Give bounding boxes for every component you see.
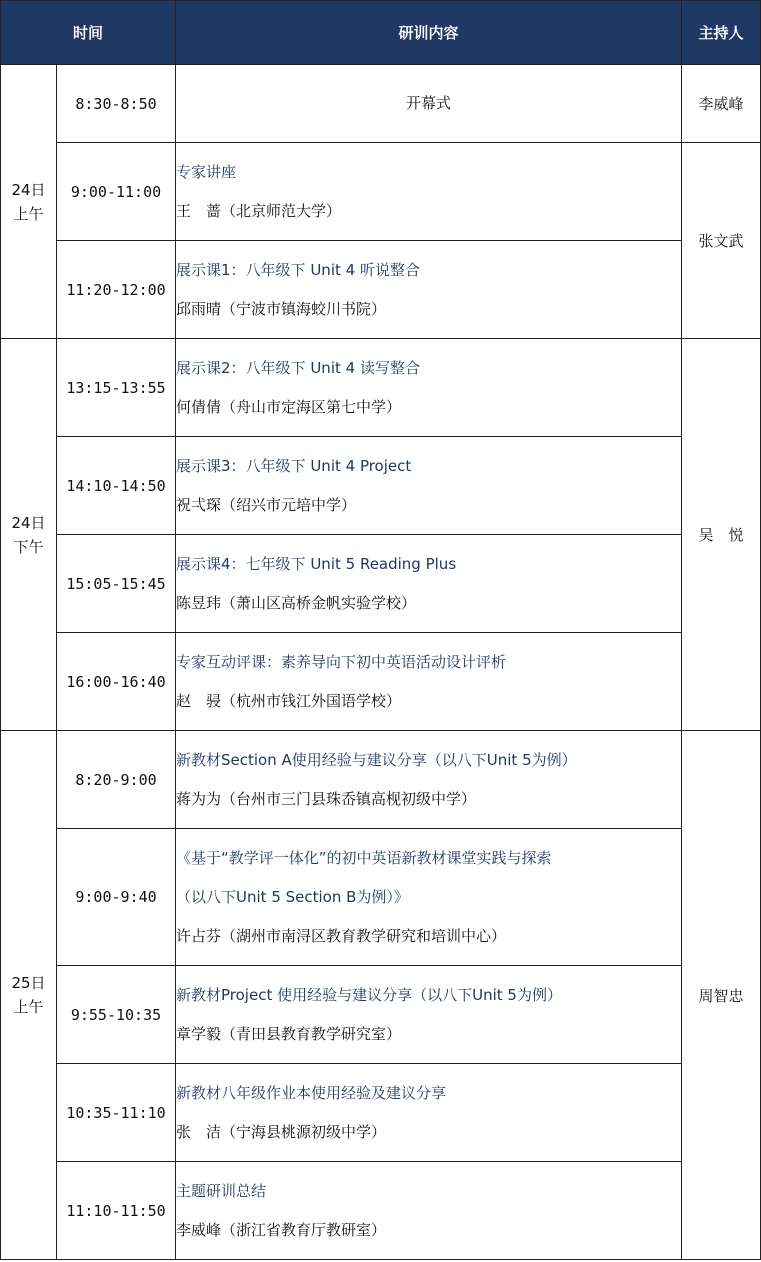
time-cell: 8:20-9:00	[57, 731, 176, 829]
content-title: 新教材Project 使用经验与建议分享（以八下Unit 5为例）	[176, 985, 562, 1004]
host-cell: 周智忠	[682, 731, 761, 1260]
content-title: 《基于“教学评一体化”的初中英语新教材课堂实践与探索	[176, 848, 552, 867]
day-period: 上午	[13, 998, 44, 1016]
content-cell	[176, 1162, 682, 1260]
table-row	[1, 731, 761, 829]
time-cell: 9:00-9:40	[57, 829, 176, 966]
content-title: 展示课4：七年级下 Unit 5 Reading Plus	[176, 554, 457, 573]
content-title: 展示课3：八年级下 Unit 4 Project	[176, 456, 412, 475]
table-row	[1, 241, 761, 339]
table-row	[1, 65, 761, 143]
host-cell: 李威峰	[682, 65, 761, 143]
content-speaker: 王 蔷（北京师范大学）	[176, 201, 342, 220]
content-title: 主题研训总结	[176, 1181, 267, 1200]
table-row	[1, 1162, 761, 1260]
table-row	[1, 633, 761, 731]
table-row	[1, 437, 761, 535]
content-title: 展示课2：八年级下 Unit 4 读写整合	[176, 358, 420, 377]
day-date: 24日	[11, 180, 46, 199]
time-cell: 9:55-10:35	[57, 966, 176, 1064]
time-cell: 15:05-15:45	[57, 535, 176, 633]
time-cell: 14:10-14:50	[57, 437, 176, 535]
header-content: 研训内容	[176, 1, 682, 65]
content-cell	[176, 339, 682, 437]
content-title: 新教材Section A使用经验与建议分享（以八下Unit 5为例）	[176, 750, 577, 769]
time-cell: 11:20-12:00	[57, 241, 176, 339]
day-period: 下午	[13, 537, 44, 556]
host-cell: 吴 悦	[682, 339, 761, 731]
content-title: 新教材八年级作业本使用经验及建议分享	[176, 1083, 447, 1102]
table-row	[1, 143, 761, 241]
table-row	[1, 1064, 761, 1162]
table-row	[1, 339, 761, 437]
time-cell: 8:30-8:50	[57, 65, 176, 143]
time-cell: 11:10-11:50	[57, 1162, 176, 1260]
content-title: 开幕式	[406, 94, 452, 112]
content-cell	[176, 241, 682, 339]
day-period: 上午	[13, 204, 44, 223]
content-speaker: 陈昱玮（萧山区高桥金帆实验学校）	[176, 593, 417, 612]
header-time: 时间	[1, 1, 176, 65]
day-cell	[1, 65, 57, 339]
content-title: 展示课1：八年级下 Unit 4 听说整合	[176, 260, 420, 279]
content-cell	[176, 65, 682, 143]
day-date: 25日	[11, 974, 46, 992]
content-speaker: 何倩倩（舟山市定海区第七中学）	[176, 397, 402, 416]
content-cell	[176, 633, 682, 731]
content-speaker: 许占芬（湖州市南浔区教育教学研究和培训中心）	[176, 926, 507, 945]
content-speaker: 祝弌琛（绍兴市元培中学）	[176, 495, 357, 514]
content-cell	[176, 535, 682, 633]
content-cell	[176, 143, 682, 241]
content-title-continued: （以八下Unit 5 Section B为例）》	[176, 887, 409, 906]
content-cell	[176, 966, 682, 1064]
content-speaker: 李威峰（浙江省教育厅教研室）	[176, 1220, 387, 1239]
day-date: 24日	[11, 513, 46, 532]
content-speaker: 章学毅（青田县教育教学研究室）	[176, 1024, 402, 1043]
table-row	[1, 966, 761, 1064]
content-title: 专家互动评课：素养导向下初中英语活动设计评析	[176, 652, 507, 671]
content-title: 专家讲座	[176, 162, 237, 181]
time-cell: 9:00-11:00	[57, 143, 176, 241]
host-cell: 张文武	[682, 143, 761, 339]
time-cell: 16:00-16:40	[57, 633, 176, 731]
table-row	[1, 535, 761, 633]
day-cell	[1, 731, 57, 1260]
time-cell: 13:15-13:55	[57, 339, 176, 437]
time-cell: 10:35-11:10	[57, 1064, 176, 1162]
content-speaker: 赵 骎（杭州市钱江外国语学校）	[176, 691, 402, 710]
table-row	[1, 829, 761, 966]
content-speaker: 张 洁（宁海县桃源初级中学）	[176, 1122, 387, 1141]
content-speaker: 邱雨晴（宁波市镇海蛟川书院）	[176, 299, 387, 318]
content-cell	[176, 1064, 682, 1162]
content-cell	[176, 829, 682, 966]
content-cell	[176, 731, 682, 829]
header-row	[1, 1, 761, 65]
header-host: 主持人	[682, 1, 761, 65]
content-cell	[176, 437, 682, 535]
content-speaker: 蒋为为（台州市三门县珠岙镇高枧初级中学）	[176, 789, 477, 808]
day-cell	[1, 339, 57, 731]
